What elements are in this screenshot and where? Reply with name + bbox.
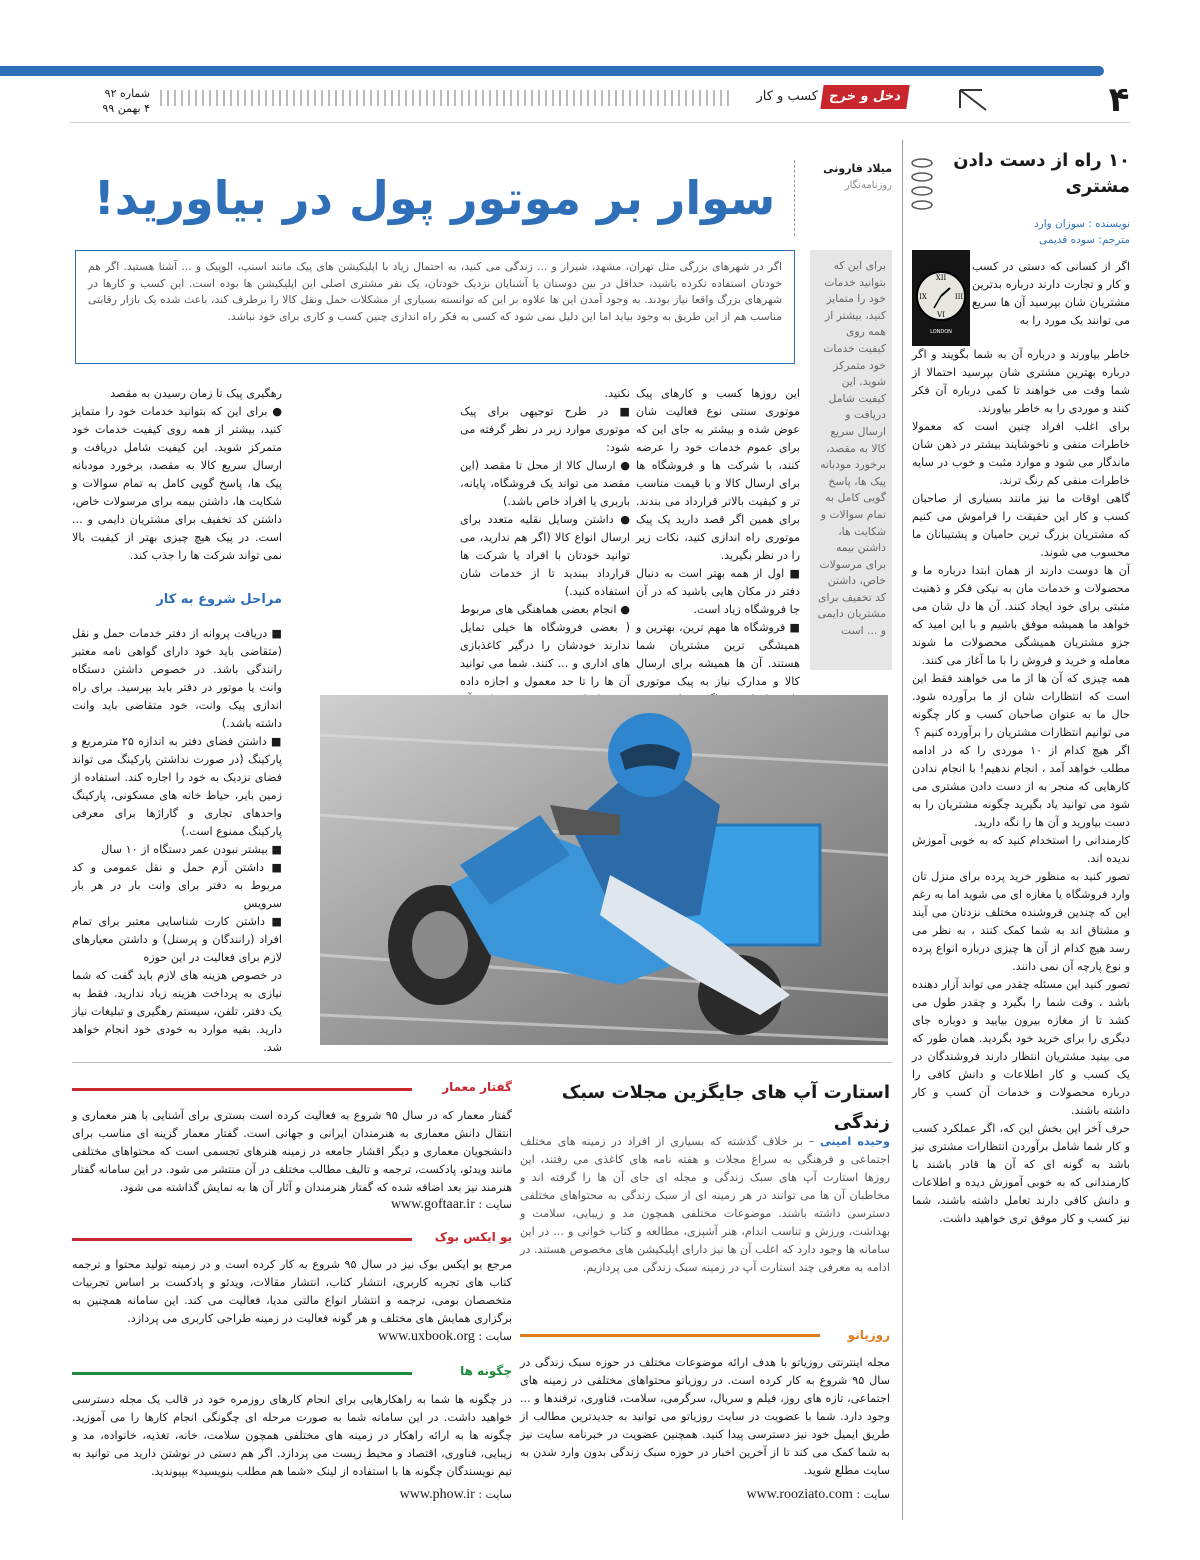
issue-info [80,86,150,116]
article-headline: سوار بر موتور پول در بیاورید! [75,160,795,236]
sidebar-author: نویسنده : سوزان وارد [1033,218,1130,230]
article-byline [810,160,892,194]
goftaar-rule [72,1088,412,1091]
author-role: روزنامه‌نگار [844,180,892,191]
article-column-3: رهگیری پیک تا زمان رسیدن به مقصد ● برای این که بتوانید خدمات خود را متمایز کنید، بیشتر از همه روی کیفیت خدمات خود متمرکز شوید. این کیفیت شامل دریافت و ارسال سریع کالا به مقصد، برخورد مودبانه پیک ها، پاسخ گویی کامل به تمام سوالات و شکایت ها، داشتن بیمه برای مرسولات خاص، داشتن کد تخفیف برای مشتریان دایمی و ... است. در پیک هیچ چیزی بهتر از کیفیت بالا نمی تواند شرکت ها را جذب کند. [72,387,282,562]
article-column-2: نکنید. ■ در طرح توجیهی برای پیک موتوری موارد زیر در نظر گرفته می شود: ● ارسال کالا از محل تا مقصد (این مقصد می تواند یک فروشگاه، پایانه، باربری یا افراد خاص باشد.) ● داشتن وسایل نقلیه متعدد برای ارسال انواع کالا (اگر هم ندارید، می توانید خودتان با افراد یا شرکت ها قرارداد ببندید تا از خدمات شان استفاده کنید.) ● انجام بعضی هماهنگی های مربوط ( بعضی فروشگاه ها خیلی تمایل ندارند خودشان را درگیر کاغذبازی های اداری و ... کنند. شما می توانید آن ها را تا حد معمول و اجازه داده [460,387,630,688]
svg-text:IX: IX [919,293,927,301]
article-column-1: این روزها کسب و کارهای پیک موتوری سنتی نوع فعالیت شان عوض شده و بیشتر به جای این که برای عموم خدمات خود را عرضه کنند، با شرکت ها و فروشگاه ها برای ارسال کالا و با قیمت مناسب تر و کیفیت بالاتر قرارداد می بندند. برای همین اگر قصد دارید یک پیک موتوری راه اندازی کنید، نکات زیر را در نظر بگیرید. ■ اول از همه بهتر است به دنبال دفتر در مکان هایی باشید که در آن جا فروشگاه زیاد است. ■ فروشگاه ها مهم ترین، بهترین و همیشگی ترین مشتریان شما هستند. آن ها همیشه برای ارسال کالا و مدارک نیاز به پیک موتوری [636,387,800,688]
rooziato-site [520,1486,890,1504]
top-accent-bar [0,66,1104,76]
clock-label: LONDON [930,329,952,335]
bottom-article-title: استارت آپ های جایگزین مجلات سبک زندگی [561,1082,890,1133]
svg-text:XII: XII [935,274,947,282]
rooziato-rule [520,1334,820,1337]
site-label: سایت : [478,1488,512,1501]
rooziato-url[interactable]: www.rooziato.com [746,1487,853,1502]
bottom-byline: وحیده امینی [820,1135,890,1148]
phow-site [72,1486,512,1504]
section-title: کسب و کار [756,89,818,104]
sidebar-text-top: اگر از کسانی که دستی در کسب و کار و تجارت دارند درباره بدترین مشتریان شان بپرسید آن ها سریع می توانند یک مورد را به [972,260,1130,327]
issue-number: شماره ۹۲ [104,87,150,100]
notebook-coil-icon [902,155,942,215]
steps-heading: مراحل شروع به کار [156,592,282,607]
bottom-divider [72,1062,892,1063]
steps-list: ■ دریافت پروانه از دفتر خدمات حمل و نقل (متقاضی باید خود دارای گواهی نامه معتبر رانندگی باشد. در خصوص داشتن دستگاه وانت یا موتور در دفتر باید بپرسید. برای راه اندازی پیک وانت، خود متقاضی باید وانت داشته باشد.) ■ داشتن فضای دفتر به اندازه ۲۵ مترمربع و پارکینگ (در صورت نداشتن پارکینگ می تواند فضای نزدیک به خود را اجاره کند. استفاده از زمین بایر، حیاط خانه های مسکونی، پارکینگ واحدهای تجاری و گاراژها برای معرفی پارکینگ ممنوع است.) ■ بیشتر نبودن عمر دستگاه از ۱۰ سال ■ داشتن آرم حمل و نقل عمومی و کد مربوط به دفتر برای وانت بار در هر بار سرویس ■ داشتن کارت شناسایی معتبر برای تمام افراد (رانندگان و پرسنل) و داشتن معیارهای لازم برای فعالیت در این حوزه در خصوص هزینه های لازم باید گفت که شما نیازی به پرداخت هزینه زیاد ندارید. فقط به یک دفتر، تلفن، سیستم رهگیری و تبلیغات نیاز دارید. بقیه موارد به خودی خود انجام خواهد شد. [72,627,282,1054]
sidebar-divider [902,140,903,1520]
sidebar-title: ۱۰ راه از دست دادن مشتری [953,150,1130,197]
goftaar-site [72,1196,512,1214]
author-name: میلاد قارونی [823,162,892,175]
rooziato-text: مجله اینترنتی روزیاتو با هدف ارائه موضوعات مختلف در حوزه سبک زندگی در سال ۹۵ شروع به کار کرده است. در روزیاتو محتواهای مختلفی در زمینه های اجتماعی، تازه های روز، فیلم و سریال، سرگرمی، سلامت، فناوری، ترفندها و ... وجود دارد. شما با عضویت در سایت روزیاتو می توانید به جدیدترین مطالب از طریق ایمیل خود نیز دسترسی پیدا کنید. همچنین عضویت در خبرنامه سایت نیز به شما کمک می کند تا از آخرین اخبار در حوزه سبک زندگی بدون وارد شدن به سایت مطلع شوید. [520,1356,891,1477]
article-intro: اگر در شهرهای بزرگی مثل تهران، مشهد، شیراز و ... زندگی می کنید، به احتمال زیاد با اپلیکیشن های پیک مانند اسنپ، الوپیک و ... آشنا هستید. اگر هم خودتان استفاده نکرده باشید، حداقل در بین دوستان یا آشنایان نزدیک خودتان، یک نفر مشتری اصلی این اپلیکیشن ها بوده است. این کسب و کارها در شهرهای بزرگ واقعا نیاز بودند. به وجود آمدن این ها علاوه بر این که توانسته بسیاری از مشکلات حمل ونقل کالا را برطرف کند، باعث شده یک بازار رقابتی مناسب هم از این طریق به وجود بیاید اما این دلیل نمی شود که کسی به فکر راه اندازی چنین کسب و کاری برای خود نباشد. [75,250,795,364]
header-divider [70,122,1130,123]
site-label: سایت : [856,1488,890,1501]
svg-text:III: III [954,293,964,301]
corner-arrow-icon [958,88,988,112]
bottom-article-intro [520,1133,890,1303]
sidebar-credits [942,216,1130,248]
goftaar-url[interactable]: www.goftaar.ir [391,1197,475,1212]
motorcycle-courier-photo [320,695,888,1045]
phow-url[interactable]: www.phow.ir [399,1487,475,1502]
phow-rule [72,1372,412,1375]
sidebar-text-body: خاطر بیاورند و درباره آن به شما بگویند و اگر درباره بهترین مشتری شان بپرسید احتمالا از شما وقت می خواهند تا کمی درباره آن فکر کنند و موردی را به خاطر بیاورند. برای اغلب افراد چنین است که معمولا خاطرات منفی و ناخوشایند بیشتر در ذهن شان ماندگار می شود و موارد مثبت و خوب در سایه خاطرات منفی کم رنگ ترند. گاهی اوقات ما نیز مانند بسیاری از صاحبان کسب و کار این حقیقت را فراموش می کنیم که مشتریان بزرگ ترین حامیان و پشتیبانان ما محسوب می شوند. آن ها دوست دارند از همان ابتدا درباره ما و محصولات و خدمات مان به نیکی فکر و ذهنیت مثبتی برای خود ایجاد کنند. آن ها دل شان می خواهد ما همیشه موفق باشیم و با این امید که جزو مشتریان همیشگی محصولات ما شوند معامله و خرید و فروش را با ما آغاز می کنند. همه چیزی که آن ها از ما می خواهند فقط این است که انتظارات شان از ما برآورده شود. حال ما به عنوان صاحبان کسب و کار چگونه می توانیم انتظارات مشتریان را برآورده کنیم ؟ اگر هیچ کدام از ۱۰ موردی را که در ادامه مطلب خواهد آمد ، انجام ندهیم! با انجام ندادن کارهایی که منجر به از دست دادن مشتری می شود می توانید یاد بگیرید چگونه مشتریان را به دست بیاورید و آن ها را نگه دارید. کارمندانی را استخدام کنید که به خوبی آموزش ندیده اند. تصور کنید به منظور خرید پرده برای منزل تان وارد فروشگاه یا مغازه ای می شوید اما به رغم این که چندین فروشنده مختلف نزدتان می آیند و مشتاق اند به شما کمک کنند ، به نظر می رسد هیچ کدام از آن ها چیزی درباره انواع پرده و نوع پارچه آن نمی دانند. تصور کنید این مسئله چقدر می تواند آزار دهنده باشد ، وقت شما را بگیرد و چقدر طول می کشد تا از مغازه بیرون بیایید و دوباره جای دیگری را برای خرید خود بگردید. همان طور که می بینید مشتریان انتظار دارند فروشندگان در یک کسب و کار اطلاعات و دانش کافی را درباره محصولات و خدمات آن کسب و کار داشته باشند. حرف آخر این بخش این که، اگر عملکرد کسب و کار شما شامل برآوردن انتظارات مشتری نیز باشد به گونه ای که آن ها قادر باشند با کارمندانی که به خوبی آموزش دیده و اطلاعات و دانش کافی دارند تعامل داشته باشند، شما نیز کسب و کار موفق تری خواهید داشت. [912,348,1130,1225]
page-number: ۴ [1108,80,1130,120]
phow-text: در چگونه ها شما به راهکارهایی برای انجام کارهای روزمره خود در قالب یک مجله دسترسی خواهید داشت. در این سامانه شما به صورت مرحله ای چگونگی انجام کارها را می آموزید. چگونه ها به ارائه راهکار در زمینه های مختلفی همچون سلامت، خانه، تغذیه، خانواده، مد و زیبایی، فناوری، اقتصاد و محیط زیست می پردازد. اگر هم دستی در نوشتن دارید می توانید به تیم نویسندگان چگونه ها با استفاده از لینک «شما هم مطلب بنویسید» بپیوندید. [72,1393,512,1478]
rooziato-heading: روزیاتو [847,1328,890,1342]
header-dotted-band [160,90,730,106]
uxbook-url[interactable]: www.uxbook.org [378,1329,475,1344]
issue-date: ۴ بهمن ۹۹ [102,102,150,115]
uxbook-site [72,1328,512,1346]
uxbook-heading: یو ایکس بوک [434,1230,512,1244]
site-label: سایت : [478,1330,512,1343]
goftaar-text: گفتار معمار که در سال ۹۵ شروع به فعالیت کرده است بستری برای آشنایی با هنر معماری و انتقال دانش معماری به هنرمندان ایرانی و جهانی است. گفتار معمار گزینه ای مناسب برای دانشجویان معماری و دیگر اقشار جامعه در زمینه هنرهای تجسمی است که محتواهای مختلفی مانند ویدئو، پادکست، ترجمه و تالیف مطالب مختلف در آن منتشر می شود. در این سامانه گفتار هنرمند نیز بعد اضافه شده که گفتار هنرمندان و آثار آن ها به نمایش گذاشته می شود. [72,1109,512,1194]
magazine-logo: دخل و خرج [820,85,909,109]
clock-icon [912,250,970,346]
uxbook-rule [72,1238,412,1241]
phow-heading: چگونه ها [460,1364,512,1378]
svg-text:VI: VI [937,311,945,319]
pull-quote: برای این که بتوانید خدمات خود را متمایز کنید، بیشتر از همه روی کیفیت خدمات خود متمرکز شوید. این کیفیت شامل دریافت و ارسال سریع کالا به مقصد، برخورد مودبانه پیک ها، پاسخ گویی کامل به تمام سوالات و شکایت ها، داشتن بیمه برای مرسولات خاص، داشتن کد تخفیف برای مشتریان دایمی و ... است [810,250,892,670]
goftaar-heading: گفتار معمار [442,1080,512,1094]
bottom-intro-text: – بر خلاف گذشته که بسیاری از افراد در زمینه های مختلف اجتماعی و فرهنگی به سراغ مجلات و هفته نامه های کاغذی می رفتند، این روزها استارت آپ های سبک زندگی و مجله ای جای آن ها را گرفته اند و مخاطبان آن ها می توانند در هر زمینه ای از سبک زندگی به محتواهای مختلفی دسترسی داشته باشند. موضوعات مختلفی همچون مد و زیبایی، سلامت و بهداشت، ورزش و تناسب اندام، هنر آشپزی، مطالعه و کتاب خوانی و ... در این سامانه ها وجود دارد که اغلب آن ها نیز دارای اپلیکیشن های مخصوص هستند. در ادامه به معرفی چند استارت آپ در زمینه سبک زندگی می پردازیم. [520,1135,890,1274]
uxbook-text: مرجع یو ایکس بوک نیز در سال ۹۵ شروع به کار کرده است و در زمینه تولید محتوا و ترجمه کتاب های تجربه کاربری، انتشار کتاب، انتشار مقالات، ویدئو و پادکست بر اساس تجربیات متخصصان بومی، ترجمه و انتشار انواع مالتی مدیا، فعالیت می کند. این سامانه همچنین به برگزاری همایش های مختلف و هر گونه فعالیت در زمینه طراحی کاربری می پردازد. [72,1258,512,1325]
sidebar-translator: مترجم: سوده قدیمی [1039,234,1130,246]
site-label: سایت : [478,1198,512,1211]
